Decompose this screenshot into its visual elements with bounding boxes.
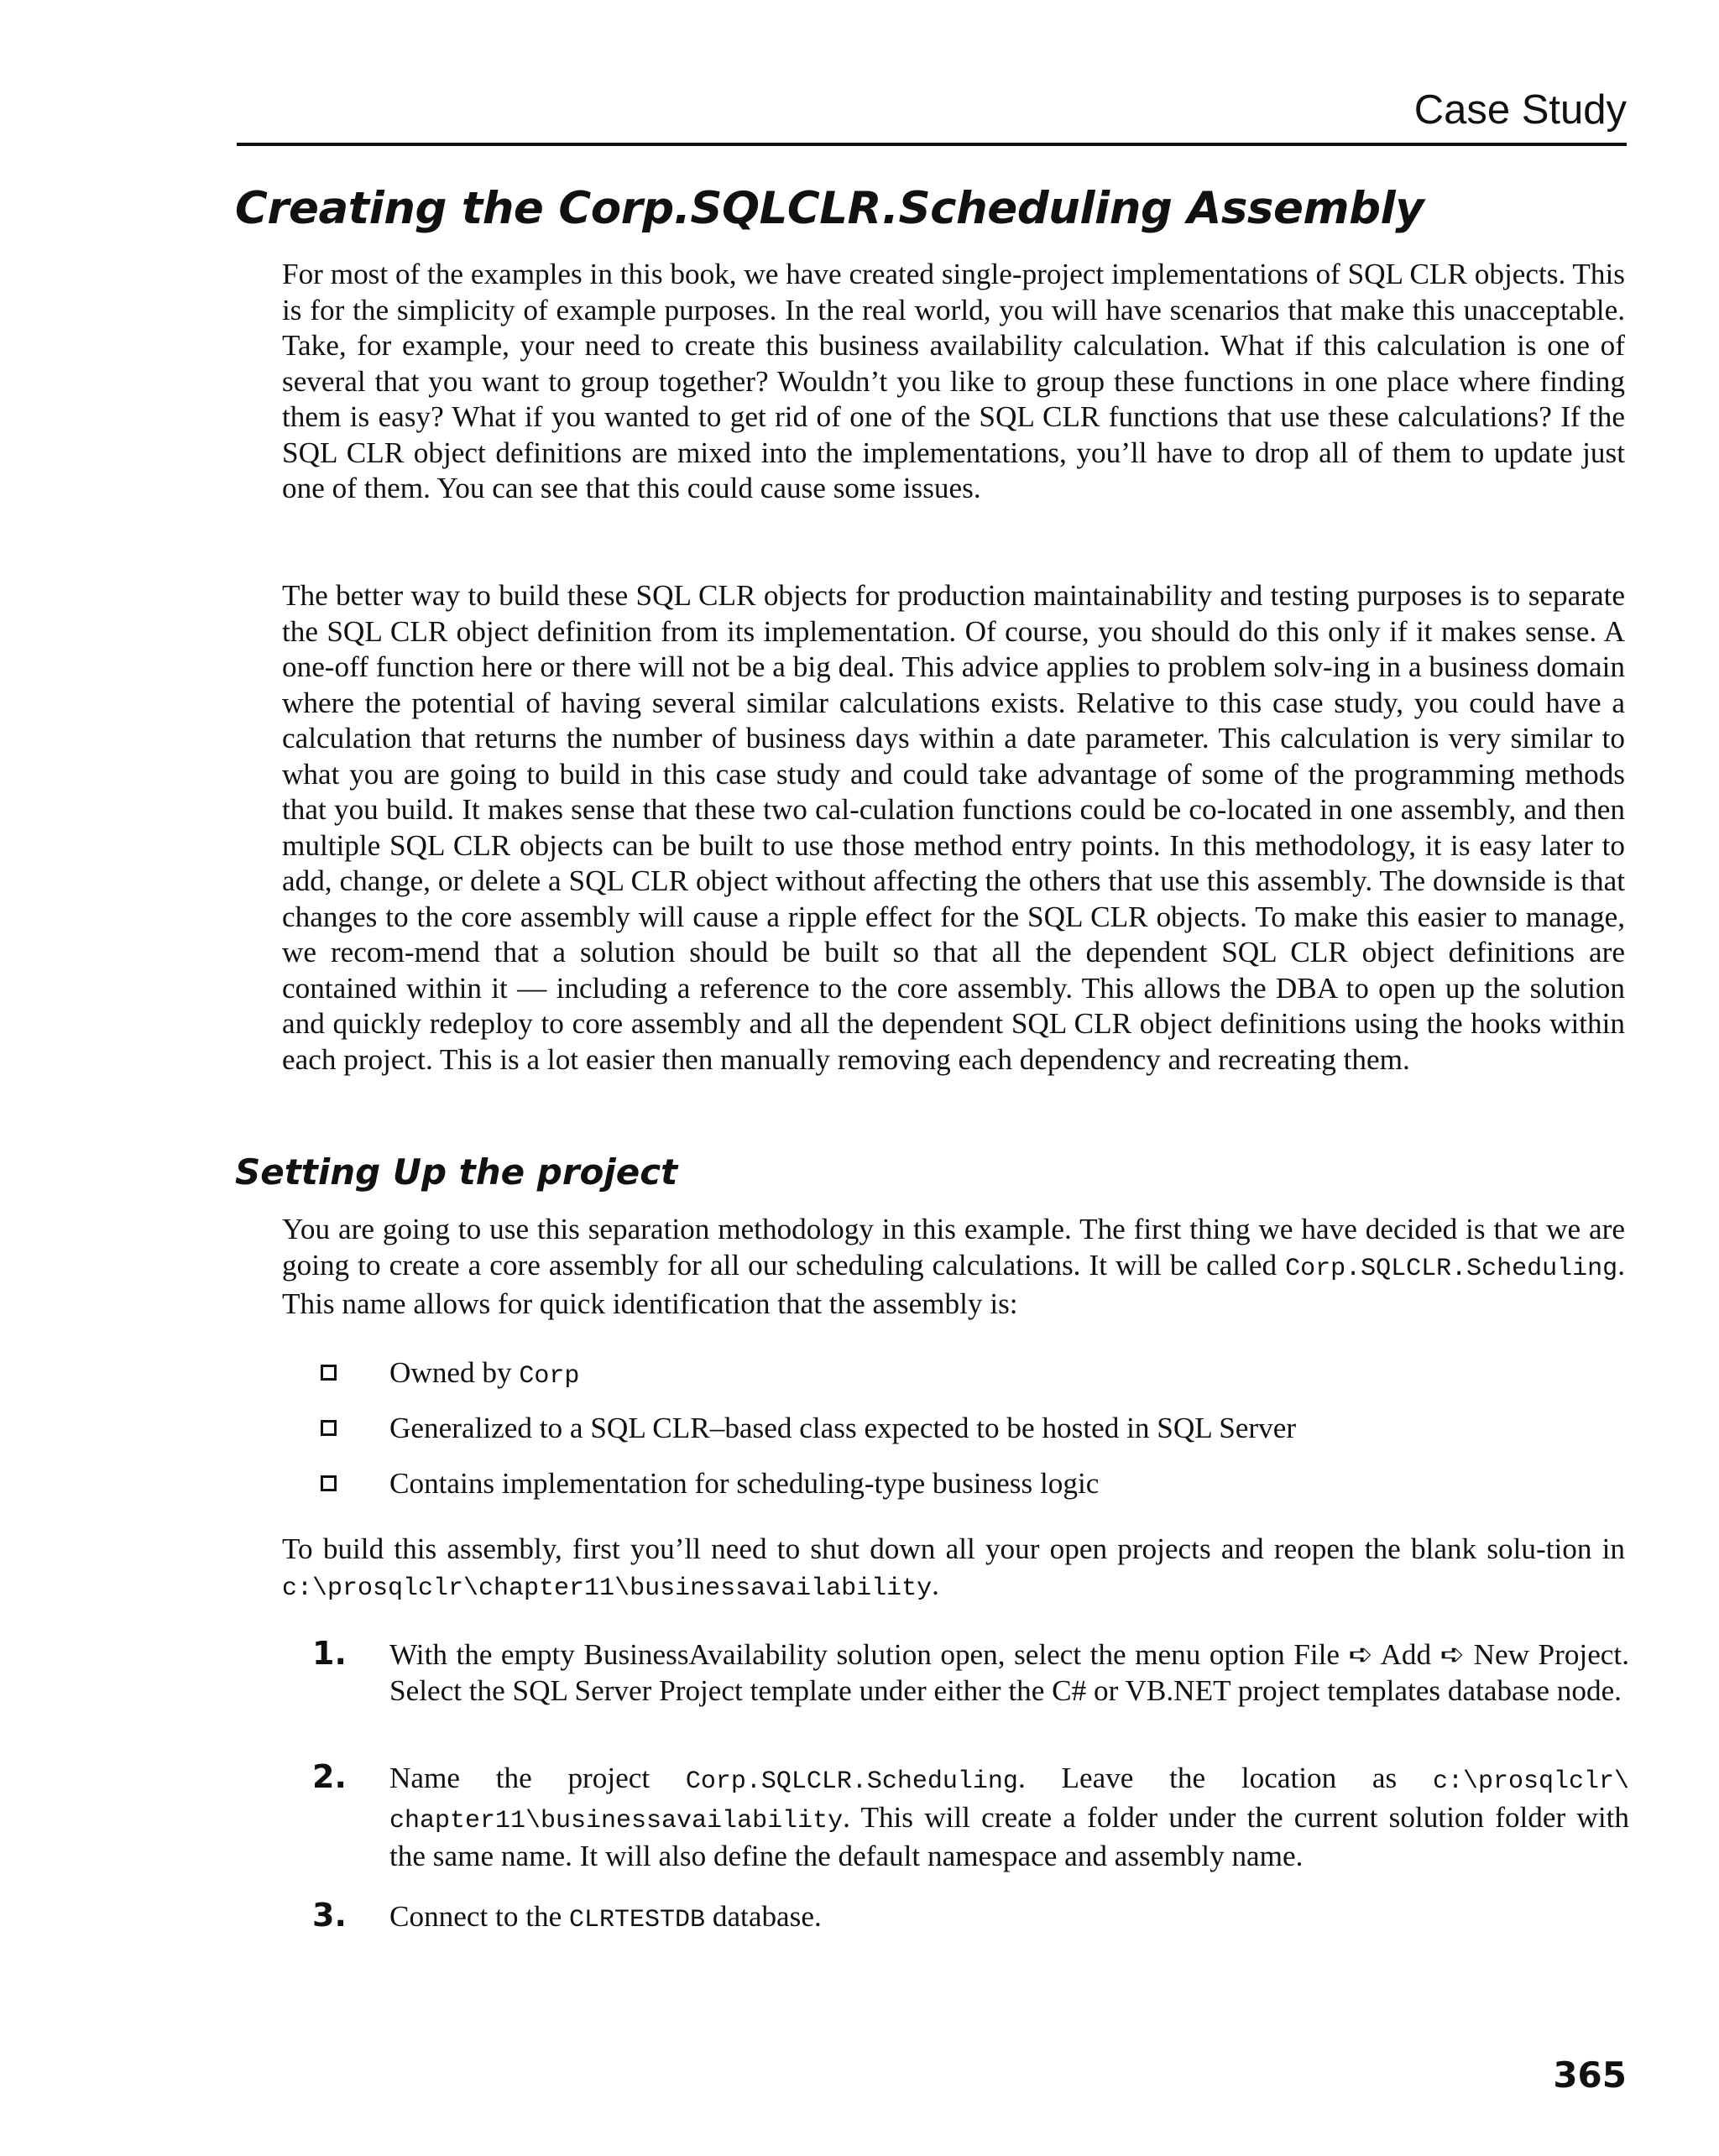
bullet-item-1-code: Corp [519, 1362, 580, 1391]
build-text: To build this assembly, first you’ll need to shut down all your open projects and reopen the blank solu-tion in [282, 1532, 1625, 1565]
section-intro-paragraph [282, 1212, 1625, 1323]
checkbox-bullet-icon [321, 1365, 337, 1381]
checkbox-bullet-icon [321, 1475, 337, 1491]
step-1-number: 1. [312, 1635, 347, 1672]
build-path-code: c:\prosqlclr\chapter11\businessavailability [282, 1574, 933, 1603]
running-head: Case Study [1413, 87, 1627, 133]
step-2-location-code: c:\prosqlclr\ chapter11\businessavailability [389, 1767, 1629, 1835]
header-rule [237, 143, 1627, 146]
step-3-text: Connect to the CLRTESTDB database. [389, 1900, 822, 1934]
paragraph-2: The better way to build these SQL CLR objects for production maintainability and testing purposes is to separate the SQL CLR object definition from its implementation. Of course, you should do this only if it makes sense. A one-off function here or there will not be a big deal. This advice applies to problem solv-ing in a business domain where the potential of having several similar calculations exists. Relative to this case study, you could have a calculation that returns the number of business days within a date parameter. This calculation is very similar to what you are going to build in this case study and could take advantage of some of the programming methods that you build. It makes sense that these two cal-culation functions could be co-located in one assembly, and then multiple SQL CLR objects can be built to use those method entry points. In this methodology, it is easy later to add, change, or delete a SQL CLR object without affecting the others that use this assembly. The downside is that changes to the core assembly will cause a ripple effect for the SQL CLR objects. To make this easier to manage, we recom-mend that a solution should be built so that all the dependent SQL CLR object definitions are contained within it — including a reference to the core assembly. This allows the DBA to open up the solution and quickly redeploy to core assembly and all the dependent SQL CLR object definitions using the hooks within each project. This is a lot easier then manually removing each dependency and recreating them. [282, 579, 1625, 1076]
step-3-database-code: CLRTESTDB [569, 1906, 706, 1934]
section-heading: Setting Up the project [235, 1151, 678, 1193]
build-paragraph: To build this assembly, first you’ll need to shut down all your open projects and reopen the blank solu-tion in c:\prosqlclr\chapter11\businessavailability. [282, 1532, 1625, 1603]
step-2-project-code: Corp.SQLCLR.Scheduling [685, 1767, 1018, 1796]
paragraph-1: For most of the examples in this book, we have created single-project implementations of SQL CLR objects. This is for the simplicity of example purposes. In the real world, you will have scenarios that make this unacceptable. Take, for example, your need to create this business availability calculation. What if this calculation is one of several that you want to group together? Wouldn’t you like to group these functions in one place where finding them is easy? What if you wanted to get rid of one of the SQL CLR functions that use these calculations? If the SQL CLR object definitions are mixed into the implementations, you’ll have to drop all of them to update just one of them. You can see that this could cause some issues. [282, 258, 1625, 504]
intro-tail: . This name allows for quick identification that the assembly is: [282, 1248, 1625, 1320]
bullet-item-1-text: Owned by Corp [389, 1356, 580, 1391]
step-3-number: 3. [312, 1897, 347, 1934]
intro-text: You are going to use this separation methodology in this example. The first thing we have decided is that we are going to create a core assembly for all our scheduling calculations. It will be called [282, 1213, 1625, 1282]
step-1-text: With the empty BusinessAvailability solution open, select the menu option File ➪ Add ➪ New Project. Select the SQL Server Project template under either the C# or VB.NET project templates database node. [389, 1638, 1629, 1707]
checkbox-bullet-icon [321, 1420, 337, 1436]
step-2-number: 2. [312, 1758, 347, 1795]
page-number: 365 [1553, 2054, 1627, 2096]
intro-code: Corp.SQLCLR.Scheduling [1285, 1254, 1618, 1283]
bullet-item-2-text: Generalized to a SQL CLR–based class expected to be hosted in SQL Server [389, 1412, 1297, 1444]
chapter-section-title: Creating the Corp.SQLCLR.Scheduling Assembly [235, 183, 1424, 234]
step-2-text: Name the project Corp.SQLCLR.Scheduling. Leave the location as c:\prosqlclr\ chapter11\businessavailability. This will create a folder under the current solution folder with the same name. It will also define the default namespace and assembly name. [389, 1762, 1629, 1872]
bullet-item-3-text: Contains implementation for scheduling-type business logic [389, 1467, 1100, 1500]
